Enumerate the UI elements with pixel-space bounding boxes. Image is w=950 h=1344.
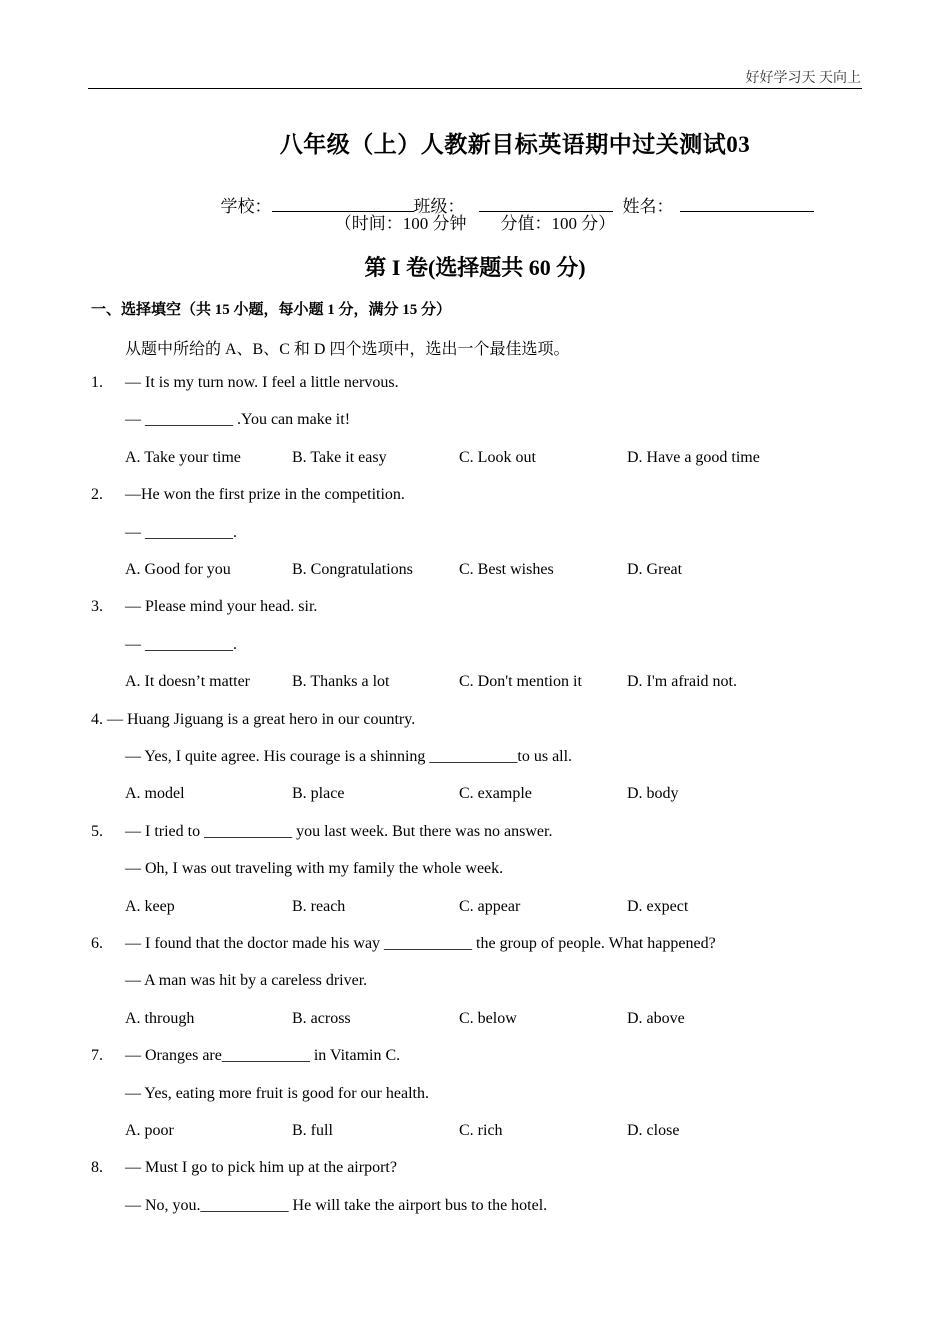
answer-option[interactable]: B. Thanks a lot (292, 673, 390, 691)
answer-option[interactable]: C. Look out (459, 448, 536, 466)
question-text: — Please mind your head. sir. (125, 598, 318, 616)
answer-option[interactable]: D. expect (627, 897, 689, 915)
school-label: 学校： (220, 197, 272, 216)
answer-option[interactable]: B. reach (292, 897, 346, 915)
question-number: 8. (91, 1159, 103, 1177)
answer-option[interactable]: B. full (292, 1122, 333, 1139)
question-text: — Oranges are___________ in Vitamin C. (125, 1047, 401, 1065)
answer-option[interactable]: B. place (292, 785, 345, 803)
question-text: — I tried to ___________ you last week. But there was no answer. (125, 822, 553, 840)
answer-option[interactable]: C. Don't mention it (459, 673, 582, 691)
answer-line: — Yes, I quite agree. His courage is a shinning ___________to us all. (125, 748, 573, 765)
answer-option[interactable]: B. across (292, 1009, 351, 1027)
question-number: 3. (91, 598, 103, 616)
answer-option[interactable]: B. Take it easy (292, 448, 387, 466)
page-title: 八年级（上）人教新目标英语期中过关测试03 (279, 132, 751, 157)
answer-line: — No, you.___________ He will take the airport bus to the hotel. (125, 1196, 548, 1214)
volume-title: 第 I 卷(选择题共 60 分) (364, 255, 586, 280)
question-number: 6. (91, 935, 103, 952)
answer-option[interactable]: C. Best wishes (459, 561, 554, 578)
question-text: —He won the first prize in the competition. (125, 486, 405, 504)
answer-option[interactable]: A. model (125, 785, 185, 803)
answer-line: — ___________ .You can make it! (125, 411, 351, 429)
question-number: 2. (91, 486, 103, 504)
header-tag: 好好学习天 天向上 (745, 71, 861, 86)
question-number: 5. (91, 822, 103, 840)
answer-option[interactable]: C. example (459, 785, 532, 803)
question-number: 1. (91, 374, 103, 391)
header-rule (88, 88, 862, 89)
answer-option[interactable]: C. rich (459, 1122, 503, 1139)
answer-option[interactable]: A. keep (125, 897, 175, 915)
answer-line: — A man was hit by a careless driver. (125, 972, 368, 990)
answer-option[interactable]: D. Great (627, 561, 683, 578)
question-text: — Must I go to pick him up at the airport? (125, 1159, 397, 1177)
answer-option[interactable]: D. Have a good time (627, 448, 760, 466)
answer-option[interactable]: A. It doesn’t matter (125, 673, 251, 691)
question-text: — Huang Jiguang is a great hero in our country. (107, 710, 416, 728)
class-label: 班级： (413, 197, 465, 216)
answer-option[interactable]: C. below (459, 1009, 517, 1027)
answer-line: — Oh, I was out traveling with my family the whole week. (125, 860, 504, 878)
question-text: — It is my turn now. I feel a little nervous. (125, 374, 399, 391)
question-text: — I found that the doctor made his way ___________ the group of people. What happened? (125, 935, 716, 952)
answer-option[interactable]: A. poor (125, 1122, 174, 1139)
answer-option[interactable]: A. Good for you (125, 561, 231, 578)
answer-line: — ___________. (125, 635, 237, 653)
answer-option[interactable]: C. appear (459, 897, 521, 915)
answer-option[interactable]: D. above (627, 1009, 685, 1027)
section-title: 一、选择填空（共 15 小题，每小题 1 分，满分 15 分） (91, 302, 452, 318)
time-score-line: （时间：100 分钟 分值：100 分） (334, 214, 616, 233)
answer-line: — Yes, eating more fruit is good for our health. (125, 1084, 429, 1102)
answer-option[interactable]: D. I'm afraid not. (627, 673, 737, 691)
answer-option[interactable]: D. close (627, 1122, 680, 1139)
question-number: 7. (91, 1047, 103, 1065)
section-instruction: 从题中所给的 A、B、C 和 D 四个选项中，选出一个最佳选项。 (125, 341, 570, 358)
question-number: 4. (91, 710, 103, 728)
answer-option[interactable]: D. body (627, 785, 679, 803)
name-label: 姓名： (622, 197, 674, 216)
answer-option[interactable]: A. Take your time (125, 448, 241, 466)
answer-option[interactable]: A. through (125, 1009, 195, 1027)
answer-option[interactable]: B. Congratulations (292, 561, 413, 578)
answer-line: — ___________. (125, 523, 237, 541)
